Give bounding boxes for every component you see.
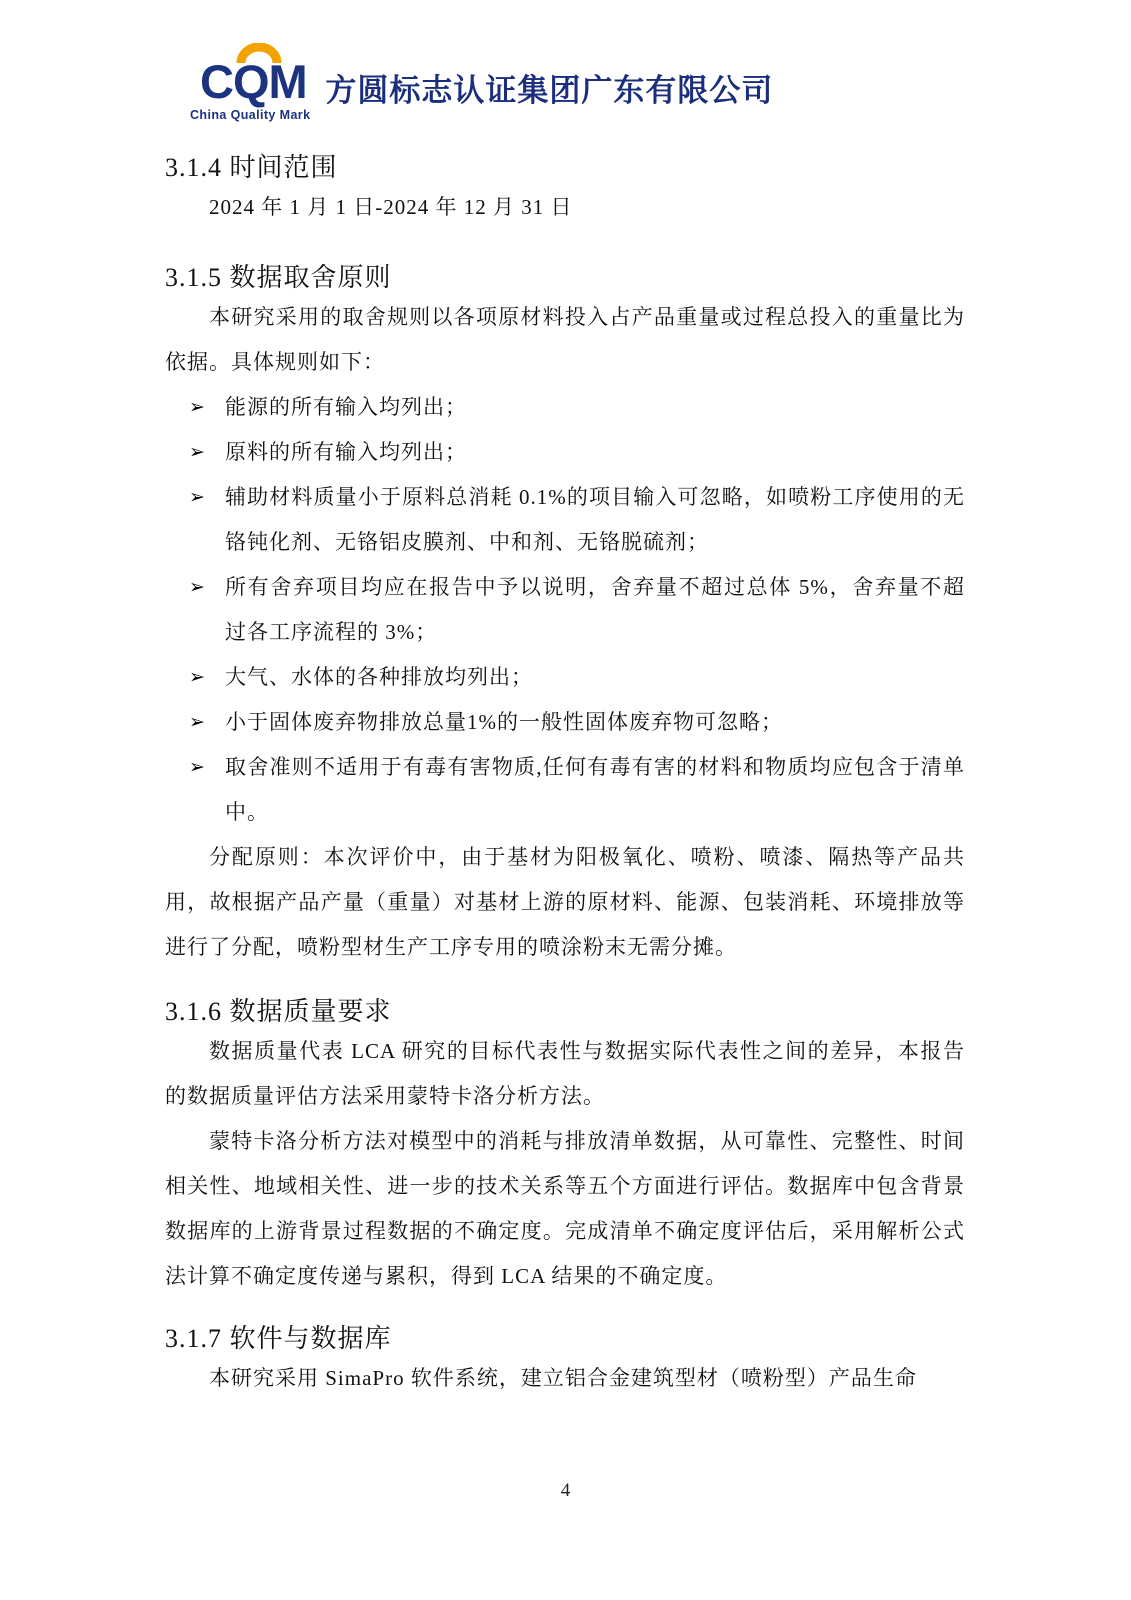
logo [0,0,1131,122]
section-heading-3-1-6: 3.1.6 数据质量要求 [165,997,392,1027]
arrow-bullet-icon: ➢ [189,576,206,599]
logo-tagline: China Quality Mark [190,108,311,122]
arrow-bullet-icon: ➢ [189,396,206,419]
paragraph-date-range: 2024 年 1 月 1 日-2024 年 12 月 31 日 [209,195,573,220]
logo-arc-icon [236,43,282,65]
list-item [165,655,965,700]
logo-acronym: CQM [200,55,307,108]
arrow-bullet-icon: ➢ [189,486,206,509]
list-item-text: 所有舍弃项目均应在报告中予以说明，舍弃量不超过总体 5%，舍弃量不超过各工序流程的 3%； [225,575,965,645]
section-heading-3-1-5: 3.1.5 数据取舍原则 [165,263,392,293]
list-item-text: 小于固体废弃物排放总量1%的一般性固体废弃物可忽略； [225,710,783,735]
paragraph-data-quality-1: 数据质量代表 LCA 研究的目标代表性与数据实际代表性之间的差异，本报告的数据质量评估方法采用蒙特卡洛分析方法。 [165,1039,965,1109]
arrow-bullet-icon: ➢ [189,666,206,689]
section-heading-3-1-7: 3.1.7 软件与数据库 [165,1324,392,1354]
list-item [165,745,965,835]
paragraph-allocation-principle: 分配原则：本次评价中，由于基材为阳极氧化、喷粉、喷漆、隔热等产品共用，故根据产品产量（重量）对基材上游的原材料、能源、包装消耗、环境排放等进行了分配，喷粉型材生产工序专用的喷涂粉末无需分摊。 [165,845,965,960]
list-item-text: 原料的所有输入均列出； [225,440,467,465]
cqm-logo-block [190,55,311,122]
page-footer [0,1480,1131,1502]
list-item-text: 能源的所有输入均列出； [225,395,467,420]
logo-company-name: 方圆标志认证集团广东有限公司 [325,73,774,108]
list-item [165,430,965,475]
cutoff-rules-list [165,385,965,835]
arrow-bullet-icon: ➢ [189,756,206,779]
logo-row [190,55,1131,122]
list-item [165,700,965,745]
paragraph-data-quality-2: 蒙特卡洛分析方法对模型中的消耗与排放清单数据，从可靠性、完整性、时间相关性、地域相关性、进一步的技术关系等五个方面进行评估。数据库中包含背景数据库的上游背景过程数据的不确定度。完成清单不确定度评估后，采用解析公式法计算不确定度传递与累积，得到 LCA 结果的不确定度。 [165,1129,965,1289]
arrow-bullet-icon: ➢ [189,711,206,734]
list-item [165,385,965,430]
list-item [165,565,965,655]
section-heading-3-1-4: 3.1.4 时间范围 [165,153,338,182]
document-content [0,122,1131,1401]
arrow-bullet-icon: ➢ [189,441,206,464]
list-item-text: 取舍准则不适用于有毒有害物质,任何有毒有害的材料和物质均应包含于清单中。 [225,755,965,825]
paragraph-software-database: 本研究采用 SimaPro 软件系统，建立铝合金建筑型材（喷粉型）产品生命 [209,1366,917,1391]
list-item-text: 大气、水体的各种排放均列出； [225,665,533,690]
list-item-text: 辅助材料质量小于原料总消耗 0.1%的项目输入可忽略，如喷粉工序使用的无铬钝化剂、无铬铝皮膜剂、中和剂、无铬脱硫剂； [225,485,965,555]
page-number: 4 [560,1480,571,1501]
paragraph-cutoff-intro: 本研究采用的取舍规则以各项原材料投入占产品重量或过程总投入的重量比为依据。具体规则如下： [165,305,965,375]
list-item [165,475,965,565]
